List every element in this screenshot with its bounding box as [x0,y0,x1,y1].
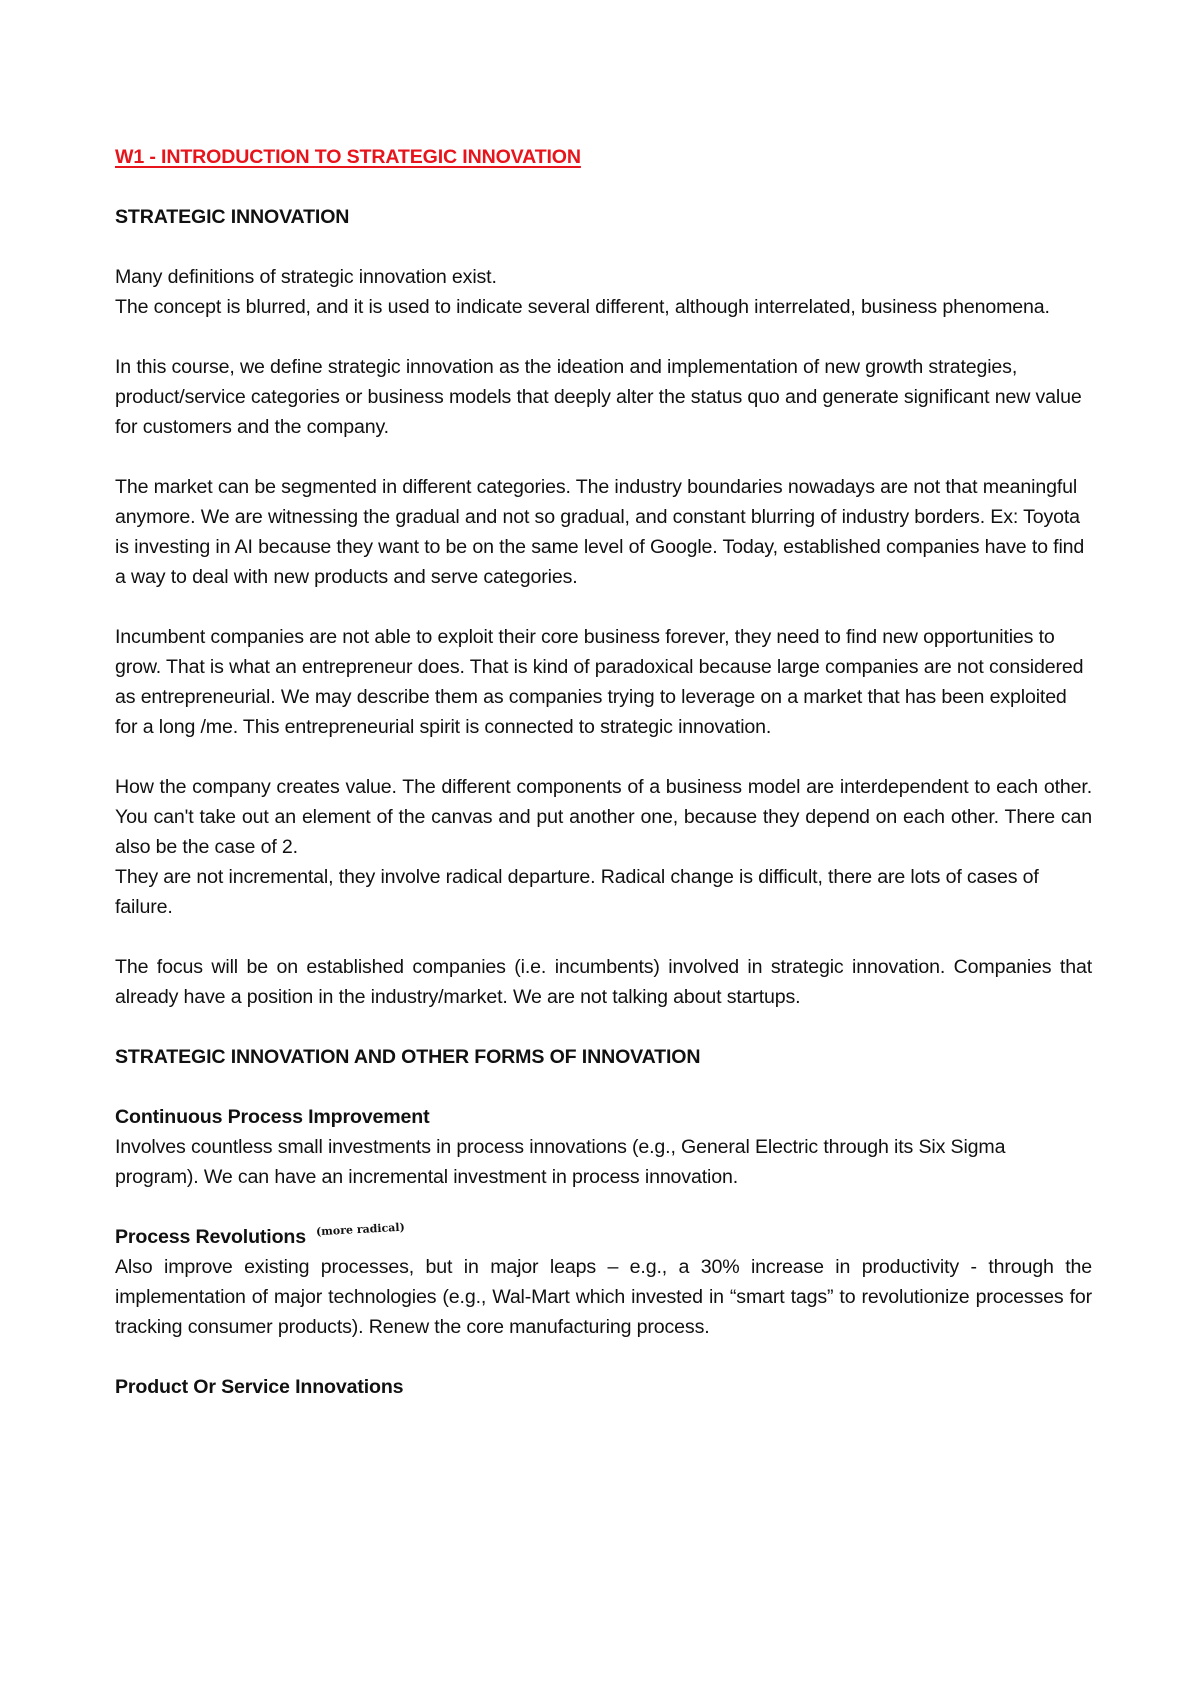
paragraph-definitions: Many definitions of strategic innovation exist. [115,266,497,288]
paragraph-radical-departure: They are not incremental, they involve radical departure. Radical change is difficult, there are lots of cases of failure. [115,866,1039,918]
paragraph-concept: The concept is blurred, and it is used to indicate several different, although interrelated, business phenomena. [115,296,1050,318]
spacer [115,1342,1092,1372]
section-heading-strategic-innovation: STRATEGIC INNOVATION [115,206,350,228]
spacer [115,172,1092,202]
subheading-process-revolutions: Process Revolutions [115,1226,306,1248]
spacer [115,922,1092,952]
paragraph-focus: The focus will be on established companies (i.e. incumbents) involved in strategic innovation. Companies that already have a position in the industry/market. We are not talking about startups. [115,956,1092,1008]
handwritten-note: (more radical) [315,1220,406,1239]
spacer [115,1192,1092,1222]
paragraph-value-creation: How the company creates value. The different components of a business model are interdependent to each other. You can't take out an element of the canvas and put another one, because they depend on each other. There can also be the case of 2. [115,776,1092,858]
document-title: W1 - INTRODUCTION TO STRATEGIC INNOVATION [115,146,581,168]
subheading-continuous-process-improvement: Continuous Process Improvement [115,1106,430,1128]
spacer [115,442,1092,472]
spacer [115,232,1092,262]
paragraph-course-definition: In this course, we define strategic innovation as the ideation and implementation of new growth strategies, product/service categories or business models that deeply alter the status quo and generate significant new value for customers and the company. [115,356,1082,438]
paragraph-process-revolutions: Also improve existing processes, but in major leaps – e.g., a 30% increase in productivity - through the implementation of major technologies (e.g., Wal-Mart which invested in “smart tags” to revolutionize processes for tracking consumer products). Renew the core manufacturing process. [115,1256,1092,1338]
spacer [115,322,1092,352]
paragraph-market-segmentation: The market can be segmented in different categories. The industry boundaries nowadays are not that meaningful anymore. We are witnessing the gradual and not so gradual, and constant blurring of industry borders. Ex: Toyota is investing in AI because they want to be on the same level of Google. Today, established companies have to find a way to deal with new products and serve categories. [115,476,1085,588]
subheading-product-service-innovations: Product Or Service Innovations [115,1376,404,1398]
subheading-process-revolutions-row [115,1222,1092,1252]
paragraph-incumbents: Incumbent companies are not able to exploit their core business forever, they need to find new opportunities to grow. That is what an entrepreneur does. That is kind of paradoxical because large companies are not considered as entrepreneurial. We may describe them as companies trying to leverage on a market that has been exploited for a long /me. This entrepreneurial spirit is connected to strategic innovation. [115,626,1084,738]
spacer [115,742,1092,772]
document-page [115,142,1092,1402]
spacer [115,1012,1092,1042]
paragraph-continuous-process-improvement: Involves countless small investments in process innovations (e.g., General Electric through its Six Sigma program). We can have an incremental investment in process innovation. [115,1136,1006,1188]
spacer [115,592,1092,622]
section-heading-other-forms: STRATEGIC INNOVATION AND OTHER FORMS OF INNOVATION [115,1046,701,1068]
spacer [115,1072,1092,1102]
